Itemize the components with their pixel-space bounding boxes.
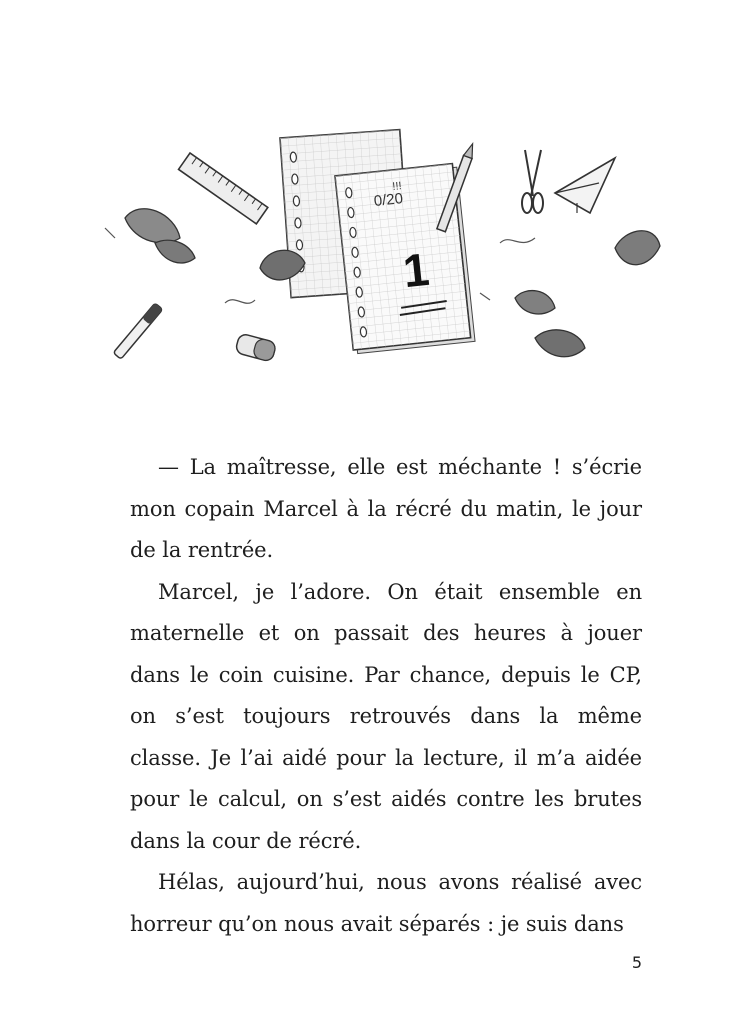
paragraph: Marcel, je l’adore. On était ensemble en maternelle et on passait des heures à jouer dans le coin cuisine. Par chance, depuis le CP, on s’est toujours retrouvés dans la même classe. Je l’ai aidé pour la lecture, il m’a aidée pour le calcul, on s’est aidés contre les brutes dans la cour de récré. — [130, 579, 642, 853]
grade-text: 0/20 — [372, 190, 404, 211]
big-number-one: 1 — [400, 242, 432, 298]
ruler-icon — [179, 153, 268, 224]
story-text — [130, 447, 642, 945]
scissors-icon — [522, 150, 543, 213]
pen-icon — [113, 303, 162, 359]
page-number: 5 — [631, 953, 642, 972]
marks-text: !!! — [391, 180, 403, 194]
eraser-icon — [235, 333, 277, 362]
school-supplies-illustration — [95, 118, 675, 398]
paper-plane-icon — [555, 158, 615, 213]
paragraph: Hélas, aujourd’hui, nous avons réalisé avec horreur qu’on nous avait séparés : je suis dans — [130, 870, 642, 936]
paragraph: — La maîtresse, elle est méchante ! s’écrie mon copain Marcel à la récré du matin, le jour de la rentrée. — [130, 455, 642, 562]
